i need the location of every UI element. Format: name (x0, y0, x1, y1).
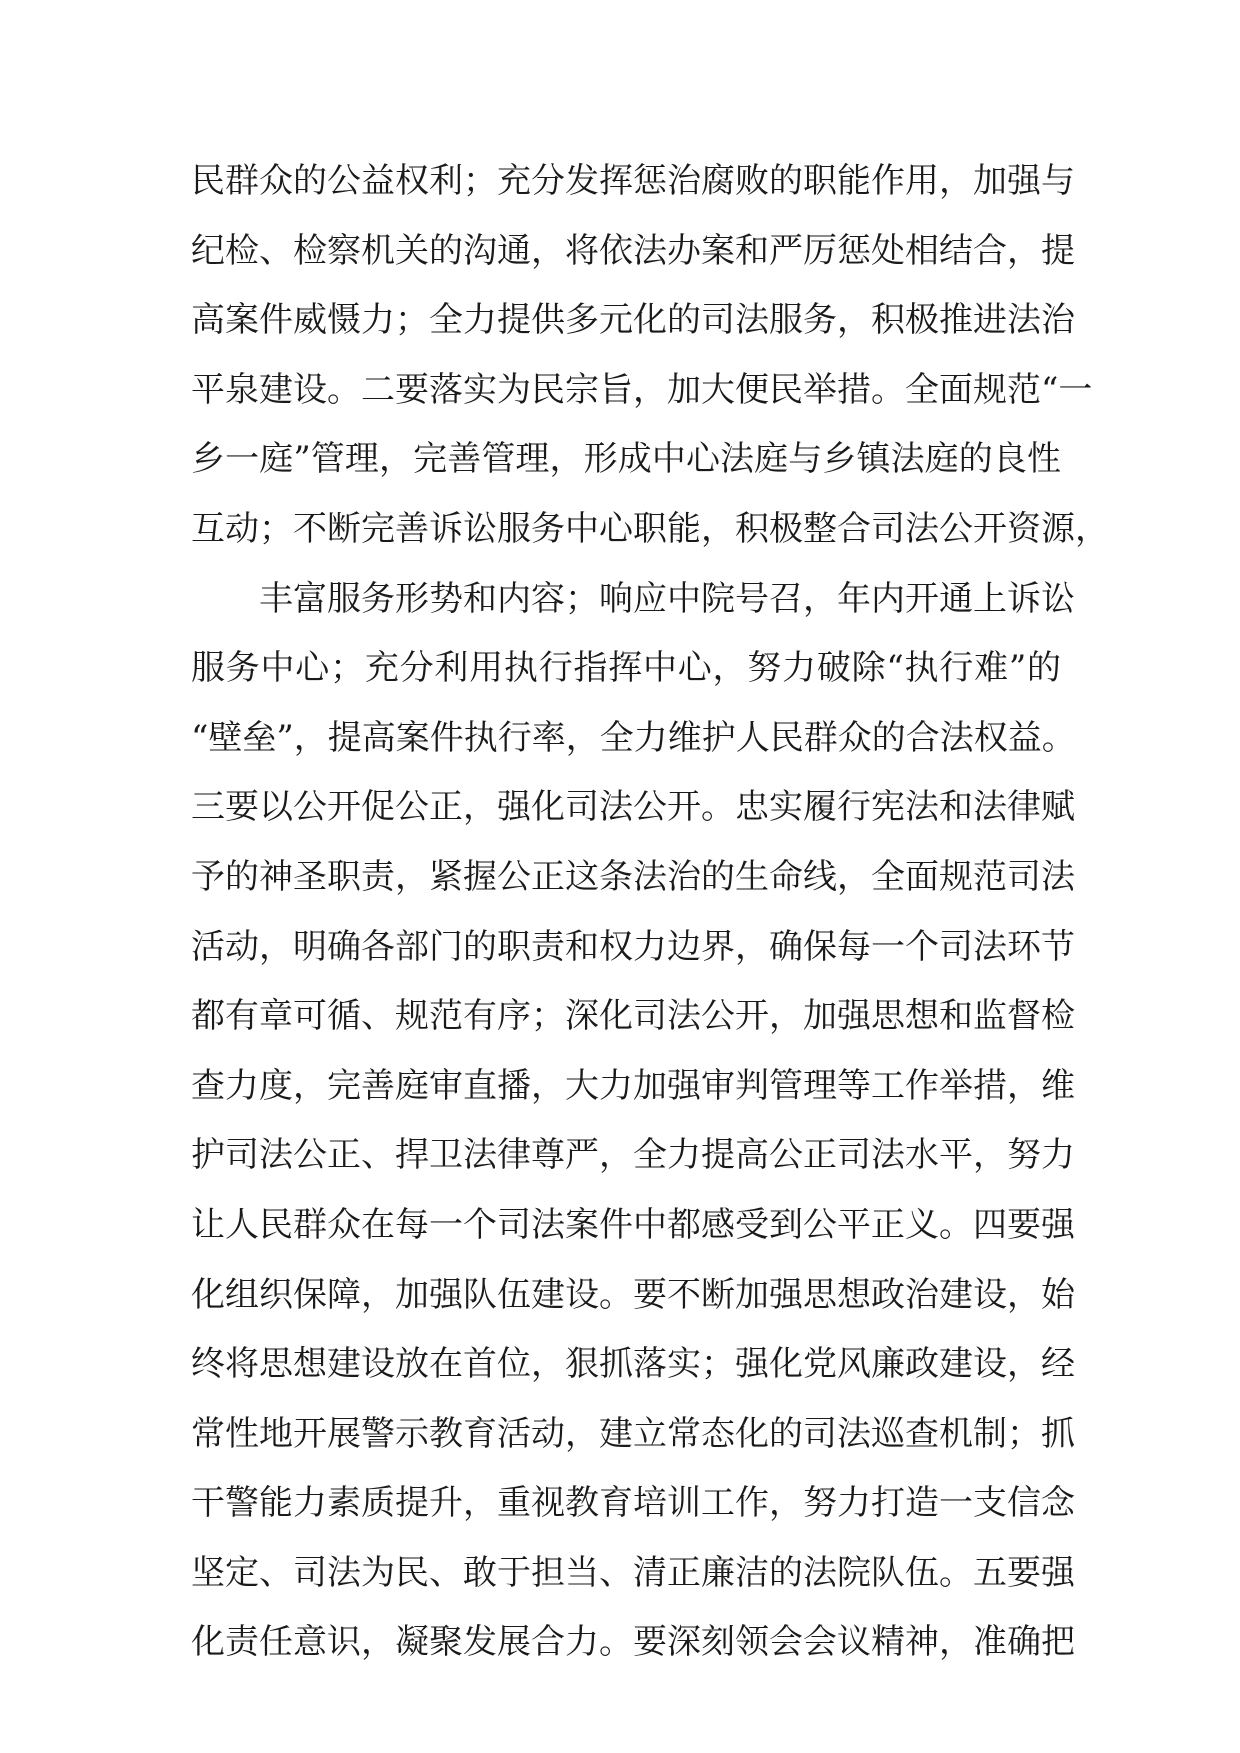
text-line: 民群众的公益权利；充分发挥惩治腐败的职能作用，加强与 (191, 161, 1075, 201)
text-line: 三要以公开促公正，强化司法公开。忠实履行宪法和法律赋 (191, 787, 1075, 828)
text-line: 平泉建设。二要落实为民宗旨，加大便民举措。全面规范“一 (191, 369, 1093, 410)
text-line: 化责任意识，凝聚发展合力。要深刻领会会议精神，准确把 (191, 1622, 1075, 1663)
text-line: 乡一庭”管理，完善管理，形成中心法庭与乡镇法庭的良性 (191, 439, 1061, 480)
text-line: 终将思想建设放在首位，狠抓落实；强化党风廉政建设，经 (191, 1344, 1075, 1385)
text-line: 干警能力素质提升，重视教育培训工作，努力打造一支信念 (191, 1483, 1075, 1524)
text-line: 常性地开展警示教育活动，建立常态化的司法巡查机制；抓 (191, 1413, 1075, 1454)
text-line: 化组织保障，加强队伍建设。要不断加强思想政治建设，始 (191, 1274, 1075, 1315)
text-line: 纪检、检察机关的沟通，将依法办案和严厉惩处相结合，提 (191, 230, 1075, 271)
text-line: 都有章可循、规范有序；深化司法公开，加强思想和监督检 (191, 996, 1075, 1037)
text-line: 坚定、司法为民、敢于担当、清正廉洁的法院队伍。五要强 (191, 1552, 1075, 1593)
text-line: 互动；不断完善诉讼服务中心职能，积极整合司法公开资源， (191, 508, 1109, 549)
text-line: 服务中心；充分利用执行指挥中心，努力破除“执行难”的 (191, 648, 1061, 689)
text-line: 活动，明确各部门的职责和权力边界，确保每一个司法环节 (191, 926, 1075, 967)
text-line: 查力度，完善庭审直播，大力加强审判管理等工作举措，维 (191, 1065, 1075, 1106)
text-line-indented: 丰富服务形势和内容；响应中院号召，年内开通上诉讼 (259, 578, 1075, 619)
text-line: 高案件威慑力；全力提供多元化的司法服务，积极推进法治 (191, 300, 1075, 341)
text-line: “壁垒”，提高案件执行率，全力维护人民群众的合法权益。 (191, 717, 1076, 758)
text-line: 护司法公正、捍卫法律尊严，全力提高公正司法水平，努力 (191, 1135, 1075, 1176)
text-line: 予的神圣职责，紧握公正这条法治的生命线，全面规范司法 (191, 856, 1075, 897)
body-text (191, 156, 1109, 1687)
text-line: 让人民群众在每一个司法案件中都感受到公平正义。四要强 (191, 1204, 1075, 1245)
